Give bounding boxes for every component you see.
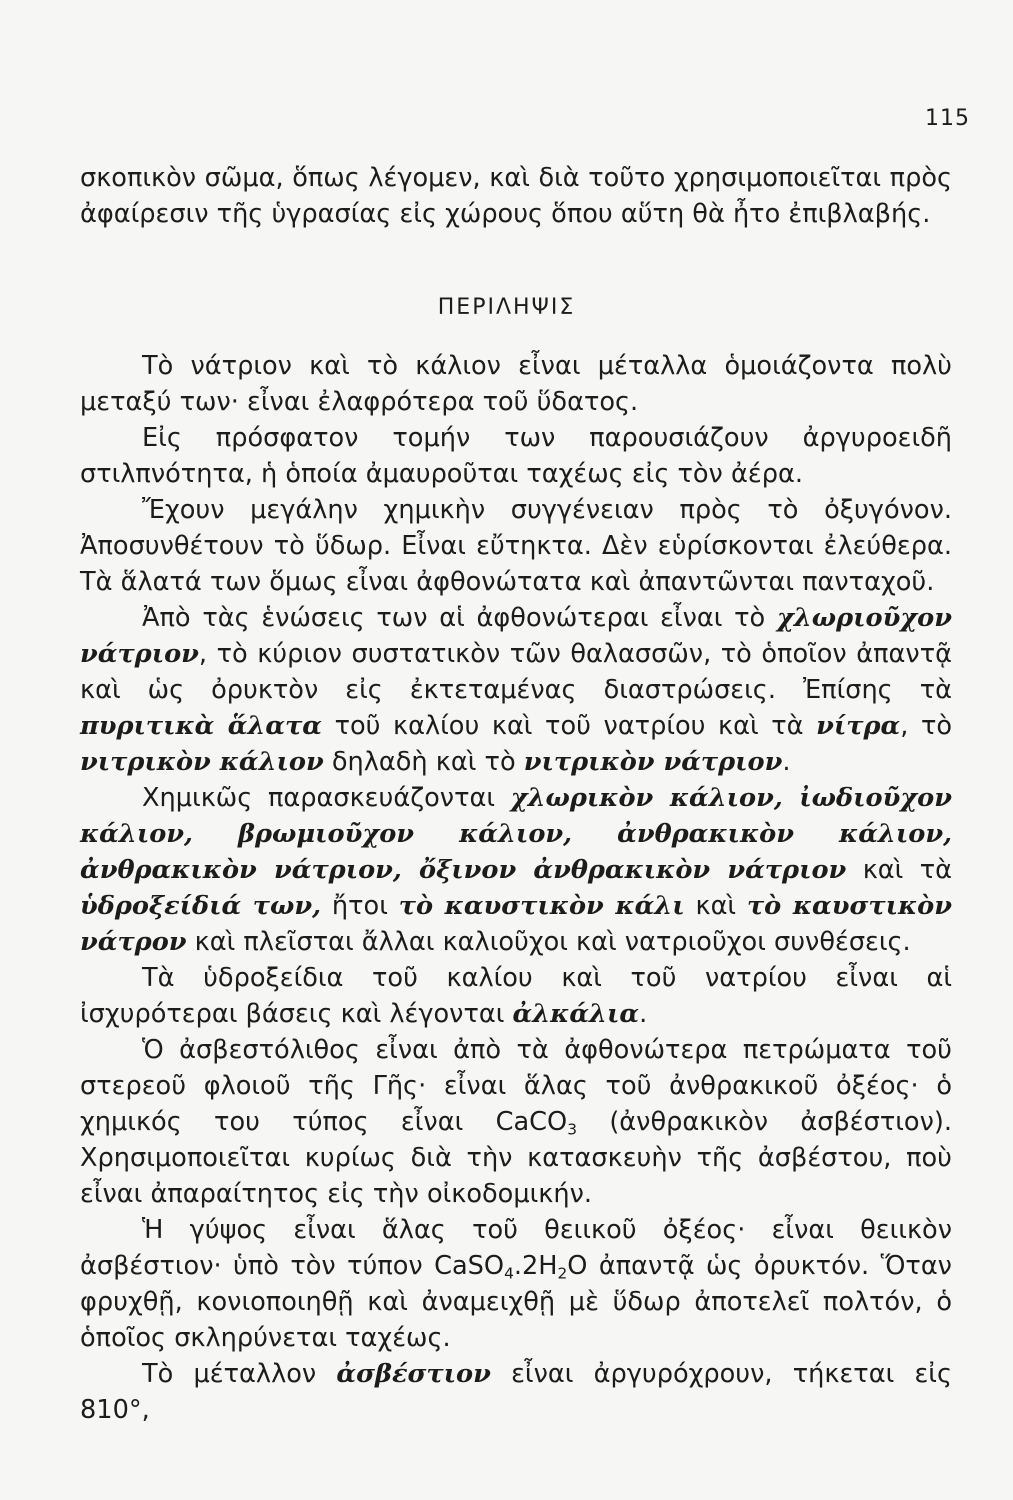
- intro-paragraph: [80, 160, 952, 232]
- emphasized-term: ἀσβέστιον: [336, 1359, 491, 1389]
- summary-body: [80, 348, 952, 1428]
- page-number: 115: [925, 106, 970, 131]
- emphasized-term: χλωρικὸν κάλιον, ἰωδιοῦχον κάλιον, βρωμιοῦχον κάλιον, ἀνθρακικὸν κάλιον, ἀνθρακικὸν νάτριον, ὄξινον ἀνθρακικὸν νάτριον: [80, 783, 952, 885]
- text-run: καὶ τὰ: [846, 855, 952, 885]
- emphasized-term: πυριτικὰ ἅλατα: [80, 711, 322, 741]
- emphasized-term: χλωριοῦχον νάτριον: [80, 603, 952, 669]
- emphasized-term: νίτρα: [816, 711, 901, 741]
- text-run: (ἀνθρακικὸν ἀσβέστιον). Χρησιμοποιεῖται κυρίως διὰ τὴν κατασκευὴν τῆς ἀσβέστου, ποὺ εἶναι ἀπαραίτητος εἰς τὴν οἰκοδομικήν.: [80, 1107, 952, 1209]
- text-run: Ἀπὸ τὰς ἑνώσεις των αἱ ἀφθονώτεραι εἶναι τὸ: [142, 603, 777, 633]
- text-run: , τὸ κύριον συστατικὸν τῶν θαλασσῶν, τὸ ὁποῖον ἀπαντᾷ καὶ ὡς ὀρυκτὸν εἰς ἐκτεταμένας διαστρώσεις. Ἐπίσης τὰ: [80, 639, 952, 705]
- text-run: ἀπαντᾷ ὡς ὀρυκτόν. Ὅταν φρυχθῇ, κονιοποιηθῇ καὶ ἀναμειχθῇ μὲ ὕδωρ ἀποτελεῖ πολτόν, ὁ ὁποῖος σκληρύνεται ταχέως.: [80, 1251, 952, 1353]
- summary-paragraph: Τὸ νάτριον καὶ τὸ κάλιον εἶναι μέταλλα ὁμοιάζοντα πολὺ μεταξύ των· εἶναι ἐλαφρότερα τοῦ ὕδατος.: [80, 351, 952, 417]
- summary-paragraph: Ἔχουν μεγάλην χημικὴν συγγένειαν πρὸς τὸ ὀξυγόνον. Ἀποσυνθέτουν τὸ ὕδωρ. Εἶναι εὔτηκτα. Δὲν εὑρίσκονται ἐλεύθερα. Τὰ ἅλατά των ὅμως εἶναι ἀφθονώτατα καὶ ἀπαντῶνται πανταχοῦ.: [80, 495, 952, 597]
- text-run: .: [639, 999, 648, 1029]
- text-run: Ἡ γύψος εἶναι ἅλας τοῦ θειικοῦ ὀξέος· εἶναι θειικὸν ἀσβέστιον· ὑπὸ τὸν τύπον: [80, 1215, 952, 1281]
- chemical-formula: .2H: [513, 1251, 558, 1281]
- text-run: Τὰ ὑδροξείδια τοῦ καλίου καὶ τοῦ νατρίου εἶναι αἱ ἰσχυρότεραι βάσεις καὶ λέγονται: [80, 963, 952, 1029]
- summary-paragraph: [80, 1356, 952, 1428]
- text-run: καὶ πλεῖσται ἄλλαι καλιοῦχοι καὶ νατριοῦχοι συνθέσεις.: [186, 927, 911, 957]
- chemical-formula: CaCO: [495, 1107, 568, 1137]
- summary-paragraph: [80, 600, 952, 780]
- emphasized-term: νιτρικὸν νάτριον: [523, 747, 783, 777]
- text-run: τοῦ καλίου καὶ τοῦ νατρίου καὶ τὰ: [322, 711, 817, 741]
- summary-paragraph: [80, 780, 952, 960]
- summary-paragraph: [80, 960, 952, 1032]
- summary-paragraph: [80, 1032, 952, 1212]
- text-run: , τὸ: [900, 711, 953, 741]
- text-run: δηλαδὴ καὶ τὸ: [323, 747, 524, 777]
- emphasized-term: ἀλκάλια: [512, 999, 640, 1029]
- emphasized-term: ὑδροξείδιά των,: [80, 891, 322, 921]
- text-run: ἤτοι: [321, 891, 399, 921]
- formula-subscript: 2: [557, 1264, 568, 1283]
- summary-paragraph: [80, 1212, 952, 1356]
- text-run: εἶναι ἀργυρόχρουν, τήκεται εἰς 810°,: [80, 1359, 952, 1425]
- summary-paragraph: Εἰς πρόσφατον τομήν των παρουσιάζουν ἀργυροειδῆ στιλπνότητα, ἡ ὁποία ἀμαυροῦται ταχέως εἰς τὸν ἀέρα.: [80, 423, 952, 489]
- emphasized-term: τὸ καυστικὸν κάλι: [398, 891, 685, 921]
- formula-subscript: 4: [504, 1264, 514, 1283]
- text-run: καὶ: [684, 891, 747, 921]
- text-run: Ὁ ἀσβεστόλιθος εἶναι ἀπὸ τὰ ἀφθονώτερα πετρώματα τοῦ στερεοῦ φλοιοῦ τῆς Γῆς· εἶναι ἅλας τοῦ ἀνθρακικοῦ ὀξέος· ὁ χημικός του τύπος εἶναι: [80, 1035, 952, 1137]
- text-run: Χημικῶς παρασκευάζονται: [142, 783, 511, 813]
- chemical-formula: O: [567, 1251, 588, 1281]
- chemical-formula: CaSO: [434, 1251, 505, 1281]
- text-run: Τὸ μέταλλον: [142, 1359, 337, 1389]
- emphasized-term: νιτρικὸν κάλιον: [80, 747, 324, 777]
- text-run: .: [782, 747, 791, 777]
- formula-subscript: 3: [567, 1120, 577, 1139]
- emphasized-term: τὸ καυστικὸν νάτρον: [80, 891, 952, 957]
- intro-text: σκοπικὸν σῶμα, ὅπως λέγομεν, καὶ διὰ τοῦτο χρησιμοποιεῖται πρὸς ἀφαίρεσιν τῆς ὑγρασίας εἰς χώρους ὅπου αὕτη θὰ ἦτο ἐπιβλαβής.: [80, 163, 952, 229]
- section-heading: ΠΕΡΙΛΗΨΙΣ: [437, 295, 576, 320]
